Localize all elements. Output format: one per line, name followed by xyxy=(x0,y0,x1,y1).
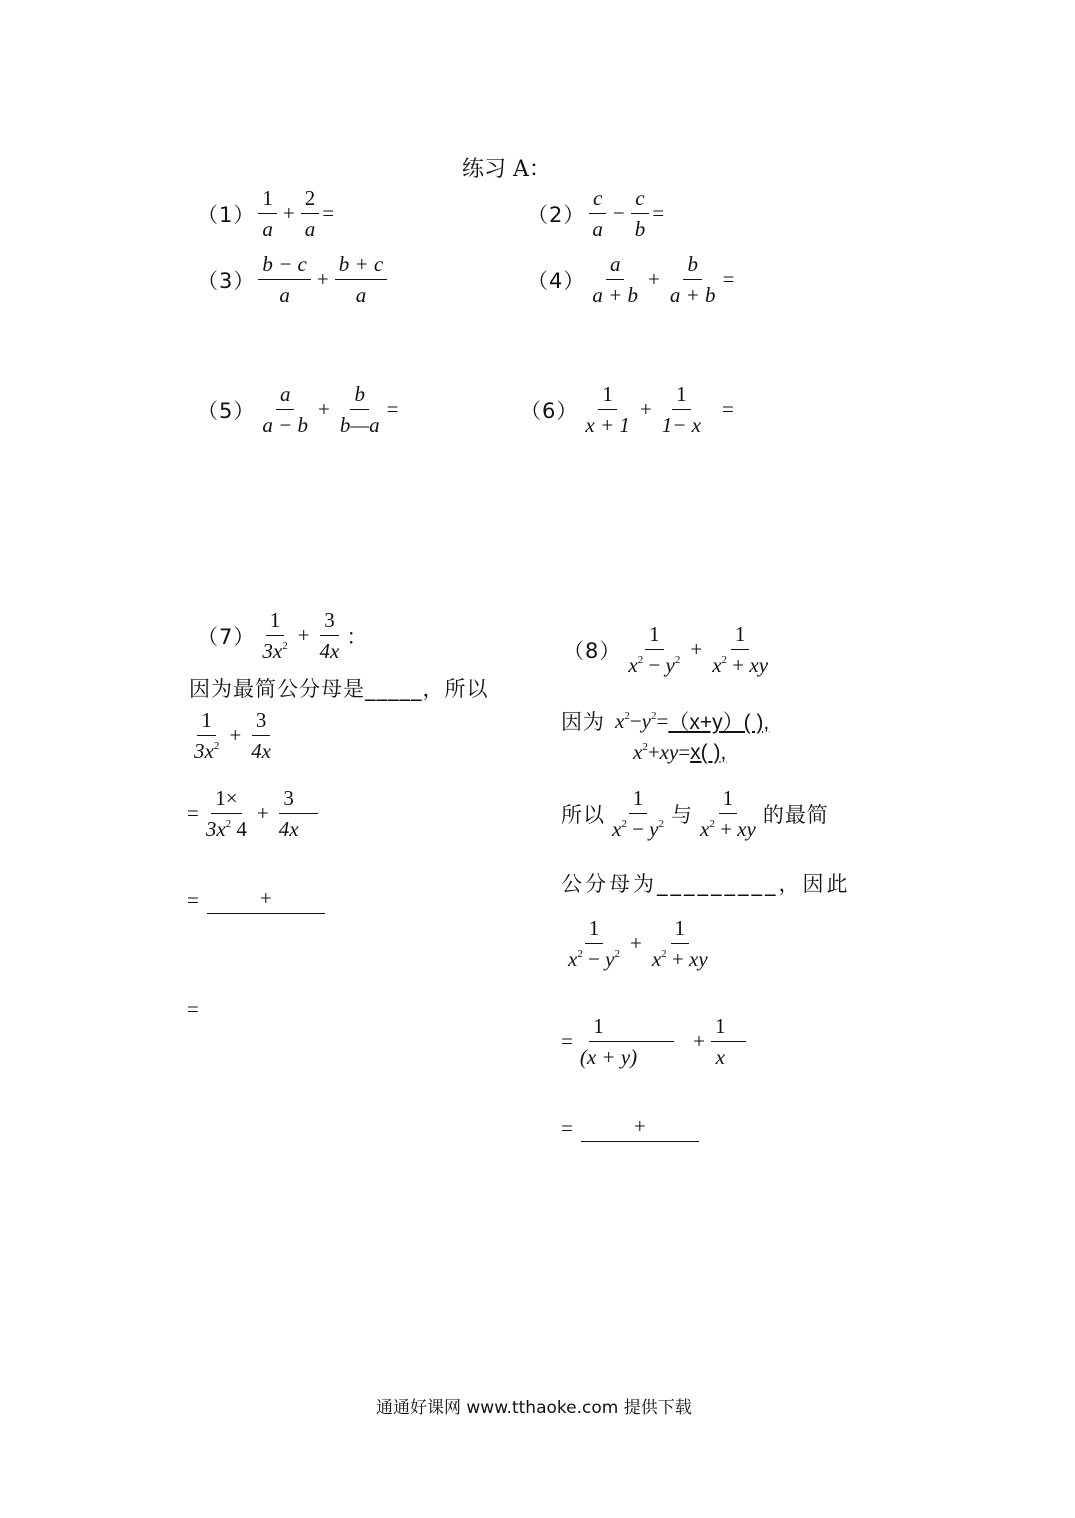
numerator: b xyxy=(687,252,698,276)
denominator: a xyxy=(355,283,367,307)
operator: + xyxy=(316,267,329,291)
numerator: 1 xyxy=(629,786,648,814)
exercise-label: （7） xyxy=(197,624,256,649)
numerator: 1 xyxy=(258,186,277,214)
e8-factor-line-2: $x^2+xy$ = x( ), xyxy=(633,740,727,764)
plus-sign: + xyxy=(633,1114,646,1138)
denominator: x + 1 xyxy=(585,413,630,437)
factor-blank-2: x( ), xyxy=(690,740,727,764)
equals-sign: = xyxy=(722,267,735,291)
denominator: 1− x xyxy=(661,413,701,437)
equals-sign: = xyxy=(187,887,199,912)
numerator: b − c xyxy=(262,252,307,276)
operator: + xyxy=(282,201,295,225)
so-text: 所以 xyxy=(561,802,605,827)
exercise-6 xyxy=(520,382,734,437)
because-text: 因为 xyxy=(561,710,605,734)
exercise-label: （2） xyxy=(527,202,586,227)
equals-sign: = xyxy=(187,801,199,825)
numerator: a xyxy=(279,382,291,406)
numerator: b + c xyxy=(338,252,384,276)
operator: + xyxy=(256,801,269,825)
numerator: 1 xyxy=(672,382,691,410)
e8-step-2 xyxy=(561,1014,749,1069)
equals-sign: = xyxy=(656,708,669,733)
factor-blank-1: （x+y）( ), xyxy=(668,711,770,734)
numerator: 1 xyxy=(589,1014,674,1042)
equals-sign: = xyxy=(187,997,199,1021)
exercise-7: （7） $\frac{1}{3x^2}$ + $\frac{3}{4x}$ ： xyxy=(197,608,368,663)
operator: + xyxy=(630,931,642,955)
numerator: 1× xyxy=(211,786,241,814)
page-title: 练习 A： xyxy=(462,157,551,182)
operator: + xyxy=(639,397,652,421)
page-footer: 通通好课网 www.tthaoke.com 提供下载 xyxy=(376,1398,692,1418)
numerator: c xyxy=(592,186,603,210)
exercise-label: （4） xyxy=(527,268,586,293)
numerator: a xyxy=(609,252,621,276)
exercise-label: （8） xyxy=(563,638,622,663)
denominator: a xyxy=(262,217,273,241)
exercise-label: （5） xyxy=(197,398,256,423)
colon: ： xyxy=(346,624,368,649)
denominator: a xyxy=(592,217,603,241)
equals-sign: = xyxy=(561,1029,573,1053)
numerator: 1 xyxy=(197,708,216,736)
numerator: 1 xyxy=(731,622,750,650)
and-text: 与 xyxy=(671,802,693,827)
denominator: x xyxy=(715,1045,725,1069)
operator: + xyxy=(648,267,660,291)
operator: + xyxy=(318,397,330,421)
e7-step-3 xyxy=(187,886,325,914)
equals-sign: = xyxy=(678,740,691,764)
exercise-4 xyxy=(527,252,734,307)
denominator: 4x xyxy=(319,639,340,663)
denominator: a + b xyxy=(592,283,639,307)
denominator: a xyxy=(304,217,316,241)
operator: + xyxy=(690,637,703,661)
numerator: 1 xyxy=(598,382,617,410)
lcd-text: 的最简 xyxy=(762,802,829,827)
denominator: 3x xyxy=(262,639,283,663)
numerator: c xyxy=(635,186,645,210)
denominator: a − b xyxy=(262,413,309,437)
equals-sign: = xyxy=(322,201,335,225)
equals-sign: = xyxy=(721,397,734,421)
e8-lcd-prompt: 公分母为_________，因此 xyxy=(561,872,851,896)
numerator: 1 xyxy=(585,916,604,944)
exercise-8: （8） $\frac{1}{x^2 - y^2}$ + $\frac{1}{x^2 + xy}$ xyxy=(563,622,769,677)
operator: + xyxy=(693,1029,705,1053)
operator: + xyxy=(297,623,310,647)
denominator: 4x xyxy=(251,739,271,763)
numerator: b xyxy=(354,382,365,406)
denominator: (x + y) xyxy=(579,1045,638,1069)
numerator: 1 xyxy=(711,1014,746,1042)
operator: − xyxy=(612,201,625,225)
denominator: 3x xyxy=(194,739,214,763)
numerator: 3 xyxy=(320,608,339,636)
numerator: 3 xyxy=(252,708,271,736)
e7-restated-expression: $\frac{1}{3x^2}$ + $\frac{3}{4x}$ xyxy=(194,708,271,763)
exercise-5 xyxy=(197,382,398,437)
e8-restated-expression: $\frac{1}{x^2 - y^2}$ + $\frac{1}{x^2 + xy}$ xyxy=(568,916,708,971)
denominator: 3x xyxy=(205,817,226,841)
exercise-label: （6） xyxy=(520,398,579,423)
denominator: b—a xyxy=(339,413,380,437)
exercise-2 xyxy=(527,186,664,241)
denominator: 4x xyxy=(278,817,299,841)
numerator: 1 xyxy=(645,622,664,650)
denominator-factor: 4 xyxy=(236,817,247,841)
e7-step-2: = $\frac{1\times}{3x^2 4}$ + $\frac{3}{4x}$ xyxy=(187,786,326,841)
e8-lcd-statement: 所以 $\frac{1}{x^2 - y^2}$ 与 $\frac{1}{x^2 + xy}$ 的最简 xyxy=(561,786,829,841)
equals-sign: = xyxy=(386,397,399,421)
exercise-3 xyxy=(197,252,390,307)
plus-sign: + xyxy=(259,886,272,910)
blank-fraction-line xyxy=(581,1114,699,1142)
denominator: a + b xyxy=(669,283,716,307)
e7-lcd-prompt: 因为最简公分母是_____，所以 xyxy=(189,677,489,701)
numerator: 2 xyxy=(301,186,320,214)
exercise-label: （3） xyxy=(197,268,256,293)
denominator: a xyxy=(279,283,290,307)
operator: + xyxy=(229,723,242,747)
e8-step-3 xyxy=(561,1114,699,1142)
numerator: 1 xyxy=(719,786,738,814)
e7-step-4 xyxy=(187,997,199,1022)
equals-sign: = xyxy=(561,1115,573,1140)
equals-sign: = xyxy=(652,201,665,225)
e8-factor-line-1: 因为 $x^2-y^2$ = （x+y）( ), xyxy=(561,706,769,736)
numerator: 1 xyxy=(266,608,285,636)
numerator: 1 xyxy=(671,916,690,944)
exercise-label: （1） xyxy=(197,202,256,227)
blank-fraction-line xyxy=(207,886,325,914)
denominator: b xyxy=(634,217,646,241)
exercise-1 xyxy=(197,186,334,241)
numerator: 3 xyxy=(279,786,318,814)
